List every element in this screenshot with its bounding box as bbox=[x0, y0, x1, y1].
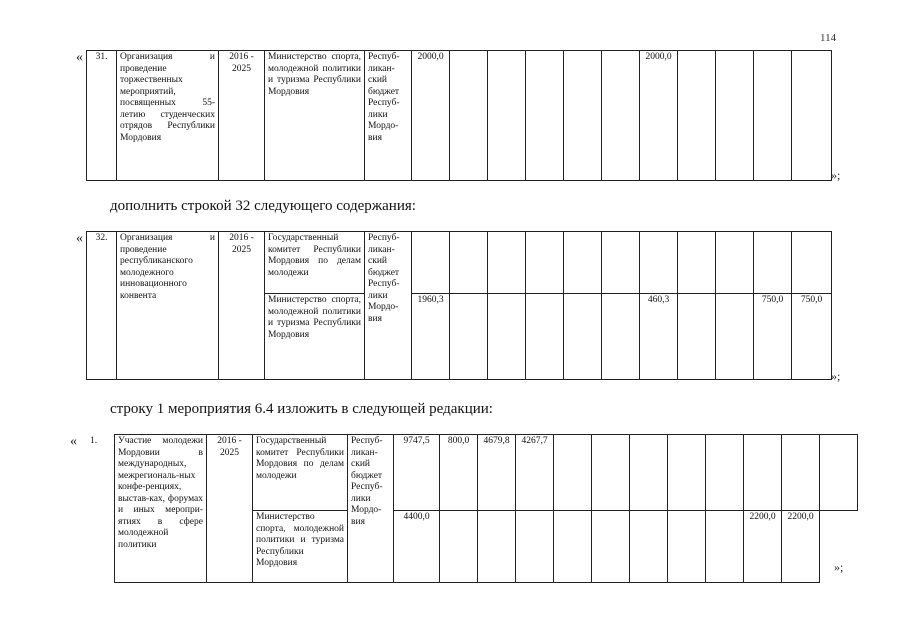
year-amount: 4267,7 bbox=[516, 435, 554, 511]
table-row-1 bbox=[114, 434, 858, 583]
event-name: Участие молодежи Мордовии в международных, межрегиональ-ных конфе-ренциях, выстав-ках, форумах и иных меропри-ятиях в сфере молодежной политики bbox=[115, 435, 207, 583]
period: 2016 - 2025 bbox=[219, 51, 265, 181]
year-cell bbox=[716, 51, 754, 181]
quote-close-1: »; bbox=[831, 168, 841, 182]
row-number: 31. bbox=[87, 51, 117, 181]
year-cell bbox=[744, 435, 782, 511]
year-cell bbox=[516, 511, 554, 583]
year-cell bbox=[754, 232, 792, 294]
year-cell bbox=[554, 435, 592, 511]
year-cell bbox=[602, 232, 640, 294]
year-cell bbox=[630, 511, 668, 583]
year-amount: 750,0 bbox=[792, 294, 832, 380]
total-amount-1: 9747,5 bbox=[394, 435, 440, 511]
year-cell bbox=[526, 294, 564, 380]
year-cell bbox=[526, 232, 564, 294]
funding-source: Респуб-ликан-ский бюджет Респуб-лики Мордо-вия bbox=[365, 232, 412, 380]
year-cell bbox=[706, 511, 744, 583]
year-cell bbox=[820, 435, 858, 511]
year-amount: 2200,0 bbox=[782, 511, 820, 583]
year-cell bbox=[478, 511, 516, 583]
year-cell bbox=[564, 294, 602, 380]
total-amount-2: 4400,0 bbox=[394, 511, 440, 583]
year-cell bbox=[450, 232, 488, 294]
year-cell bbox=[564, 232, 602, 294]
year-amount: 800,0 bbox=[440, 435, 478, 511]
year-cell bbox=[440, 511, 478, 583]
year-cell bbox=[792, 232, 832, 294]
year-cell bbox=[792, 51, 832, 181]
year-cell bbox=[782, 435, 820, 511]
page-number: 114 bbox=[820, 32, 837, 44]
executor: Министерство спорта, молодежной политики и туризма Республики Мордовия bbox=[265, 51, 365, 181]
quote-close-2: »; bbox=[831, 369, 841, 383]
period: 2016 - 2025 bbox=[207, 435, 253, 583]
year-cell bbox=[678, 232, 716, 294]
executor-1: Государственный комитет Республики Мордовия по делам молодежи bbox=[265, 232, 365, 294]
table-row-32 bbox=[86, 231, 832, 380]
year-cell bbox=[668, 511, 706, 583]
year-cell bbox=[488, 294, 526, 380]
year-amount: 4679,8 bbox=[478, 435, 516, 511]
year-cell bbox=[716, 232, 754, 294]
year-amount: 460,3 bbox=[640, 294, 678, 380]
event-name: Организация и проведение торжественных мероприятий, посвященных 55-летию студенческих отрядов Республики Мордовия bbox=[117, 51, 219, 181]
row-number: 32. bbox=[87, 232, 117, 380]
quote-open-2: « bbox=[76, 231, 83, 246]
funding-source: Респуб-ликан-ский бюджет Респуб-лики Мордо-вия bbox=[348, 435, 394, 583]
paragraph-add-row-32: дополнить строкой 32 следующего содержания: bbox=[110, 198, 416, 214]
paragraph-amend-row-1: строку 1 мероприятия 6.4 изложить в следующей редакции: bbox=[110, 401, 493, 417]
total-amount: 1960,3 bbox=[412, 294, 450, 380]
period: 2016 - 2025 bbox=[219, 232, 265, 380]
year-cell bbox=[678, 294, 716, 380]
year-cell bbox=[754, 51, 792, 181]
year-cell bbox=[592, 511, 630, 583]
table-row-31 bbox=[86, 50, 832, 181]
year-cell bbox=[630, 435, 668, 511]
executor-2: Министерство спорта, молодежной политики и туризма Республики Мордовия bbox=[265, 294, 365, 380]
year-cell bbox=[450, 294, 488, 380]
year-cell bbox=[602, 51, 640, 181]
year-cell bbox=[564, 51, 602, 181]
year-amount: 2000,0 bbox=[640, 51, 678, 181]
year-cell bbox=[450, 51, 488, 181]
quote-open-1: « bbox=[76, 50, 83, 65]
quote-open-3: « bbox=[70, 434, 77, 449]
year-cell bbox=[602, 294, 640, 380]
quote-close-3: »; bbox=[834, 560, 844, 574]
funding-source: Респуб-ликан-ский бюджет Респуб-лики Мордо-вия bbox=[365, 51, 412, 181]
year-cell bbox=[640, 232, 678, 294]
year-cell bbox=[488, 232, 526, 294]
year-cell bbox=[668, 435, 706, 511]
event-name: Организация и проведение республиканского молодежного инновационного конвента bbox=[117, 232, 219, 380]
executor-2: Министерство спорта, молодежной политики и туризма Республики Мордовия bbox=[253, 511, 348, 583]
year-cell bbox=[526, 51, 564, 181]
total-amount: 2000,0 bbox=[412, 51, 450, 181]
year-cell bbox=[716, 294, 754, 380]
year-cell bbox=[678, 51, 716, 181]
year-cell bbox=[706, 435, 744, 511]
total-cell bbox=[412, 232, 450, 294]
year-cell bbox=[554, 511, 592, 583]
year-amount: 2200,0 bbox=[744, 511, 782, 583]
year-cell bbox=[488, 51, 526, 181]
executor-1: Государственный комитет Республики Мордовия по делам молодежи bbox=[253, 435, 348, 511]
year-amount: 750,0 bbox=[754, 294, 792, 380]
row-number: 1. bbox=[90, 436, 98, 446]
year-cell bbox=[592, 435, 630, 511]
